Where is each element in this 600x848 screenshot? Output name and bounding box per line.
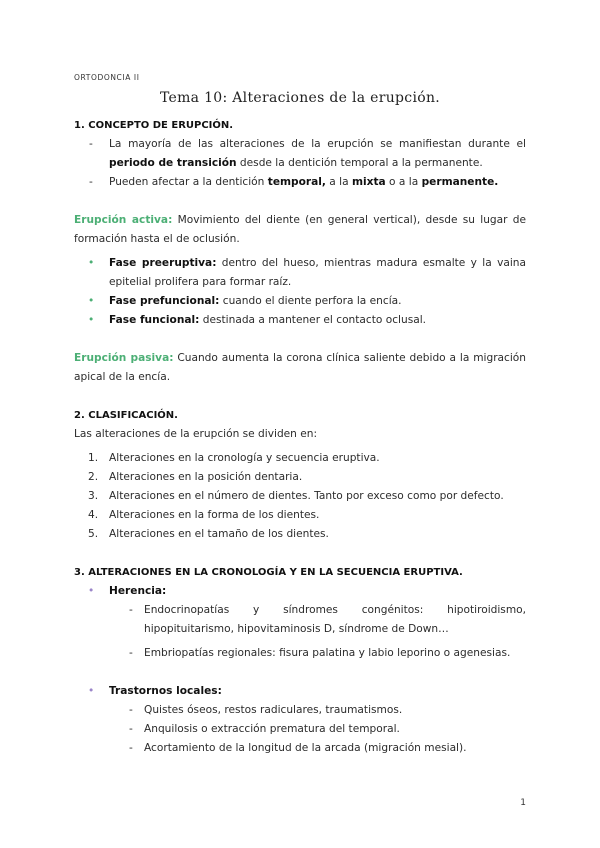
section-2-intro: Las alteraciones de la erupción se dividen en: [74,428,318,440]
list-item: 3. Alteraciones en el número de dientes. Tanto por exceso como por defecto. [88,490,504,502]
list-item: • Fase funcional: destinada a mantener el contacto oclusal. [74,311,526,330]
erupcion-pasiva: Erupción pasiva: Cuando aumenta la corona clínica saliente debido a la migración apical de la encía. [74,352,527,383]
page-header: ORTODONCIA II [74,73,140,82]
list-item: • Trastornos locales: - Quistes óseos, restos radiculares, traumatismos. - Anquilosis o extracción prematura del temporal. - Acortamiento de la longitud de la arcada (migración mesial). [74,682,526,758]
list-item: 2. Alteraciones en la posición dentaria. [88,471,303,483]
causes-list [74,582,526,758]
list-item: - Embriopatías regionales: fisura palatina y labio leporino o agenesias. [109,644,526,663]
erupcion-activa: Erupción activa: Movimiento del diente (en general vertical), desde su lugar de formación hasta el de oclusión. [74,214,527,245]
list-item: • Fase prefuncional: cuando el diente perfora la encía. [74,292,526,311]
concept-list [74,135,526,192]
list-item: - Pueden afectar a la dentición temporal, a la mixta o a la permanente. [74,173,526,192]
list-item: - Quistes óseos, restos radiculares, traumatismos. [109,701,526,720]
page-number: 1 [520,798,526,808]
section-1-heading: 1. CONCEPTO DE ERUPCIÓN. [74,120,234,131]
list-item: 1. Alteraciones en la cronología y secuencia eruptiva. [88,452,380,464]
page-title: Tema 10: Alteraciones de la erupción. [159,90,441,106]
clasificacion-list [74,449,526,544]
list-item: - Endocrinopatías y síndromes congénitos: hipotiroidismo, hipopituitarismo, hipovitaminosis D, síndrome de Down… [109,601,526,639]
list-item: • Herencia: - Endocrinopatías y síndromes congénitos: hipotiroidismo, hipopituitarismo, hipovitaminosis D, síndrome de Down… - Embriopatías regionales: fisura palatina y labio leporino o agenesias. [74,582,526,663]
content [74,116,526,758]
list-item: 4. Alteraciones en la forma de los dientes. [88,509,320,521]
list-item: - Anquilosis o extracción prematura del temporal. [109,720,526,739]
section-3-heading: 3. ALTERACIONES EN LA CRONOLOGÍA Y EN LA SECUENCIA ERUPTIVA. [74,567,463,578]
list-item: - Acortamiento de la longitud de la arcada (migración mesial). [109,739,526,758]
list-item: - La mayoría de las alteraciones de la erupción se manifiestan durante el periodo de transición desde la dentición temporal a la permanente. [74,135,526,173]
section-2-heading: 2. CLASIFICACIÓN. [74,410,178,421]
fases-list [74,254,526,330]
list-item: 5. Alteraciones en el tamaño de los dientes. [88,528,329,540]
list-item: • Fase preeruptiva: dentro del hueso, mientras madura esmalte y la vaina epitelial prolifera para formar raíz. [74,254,526,292]
herencia-list [109,601,526,663]
locales-list [109,701,526,758]
